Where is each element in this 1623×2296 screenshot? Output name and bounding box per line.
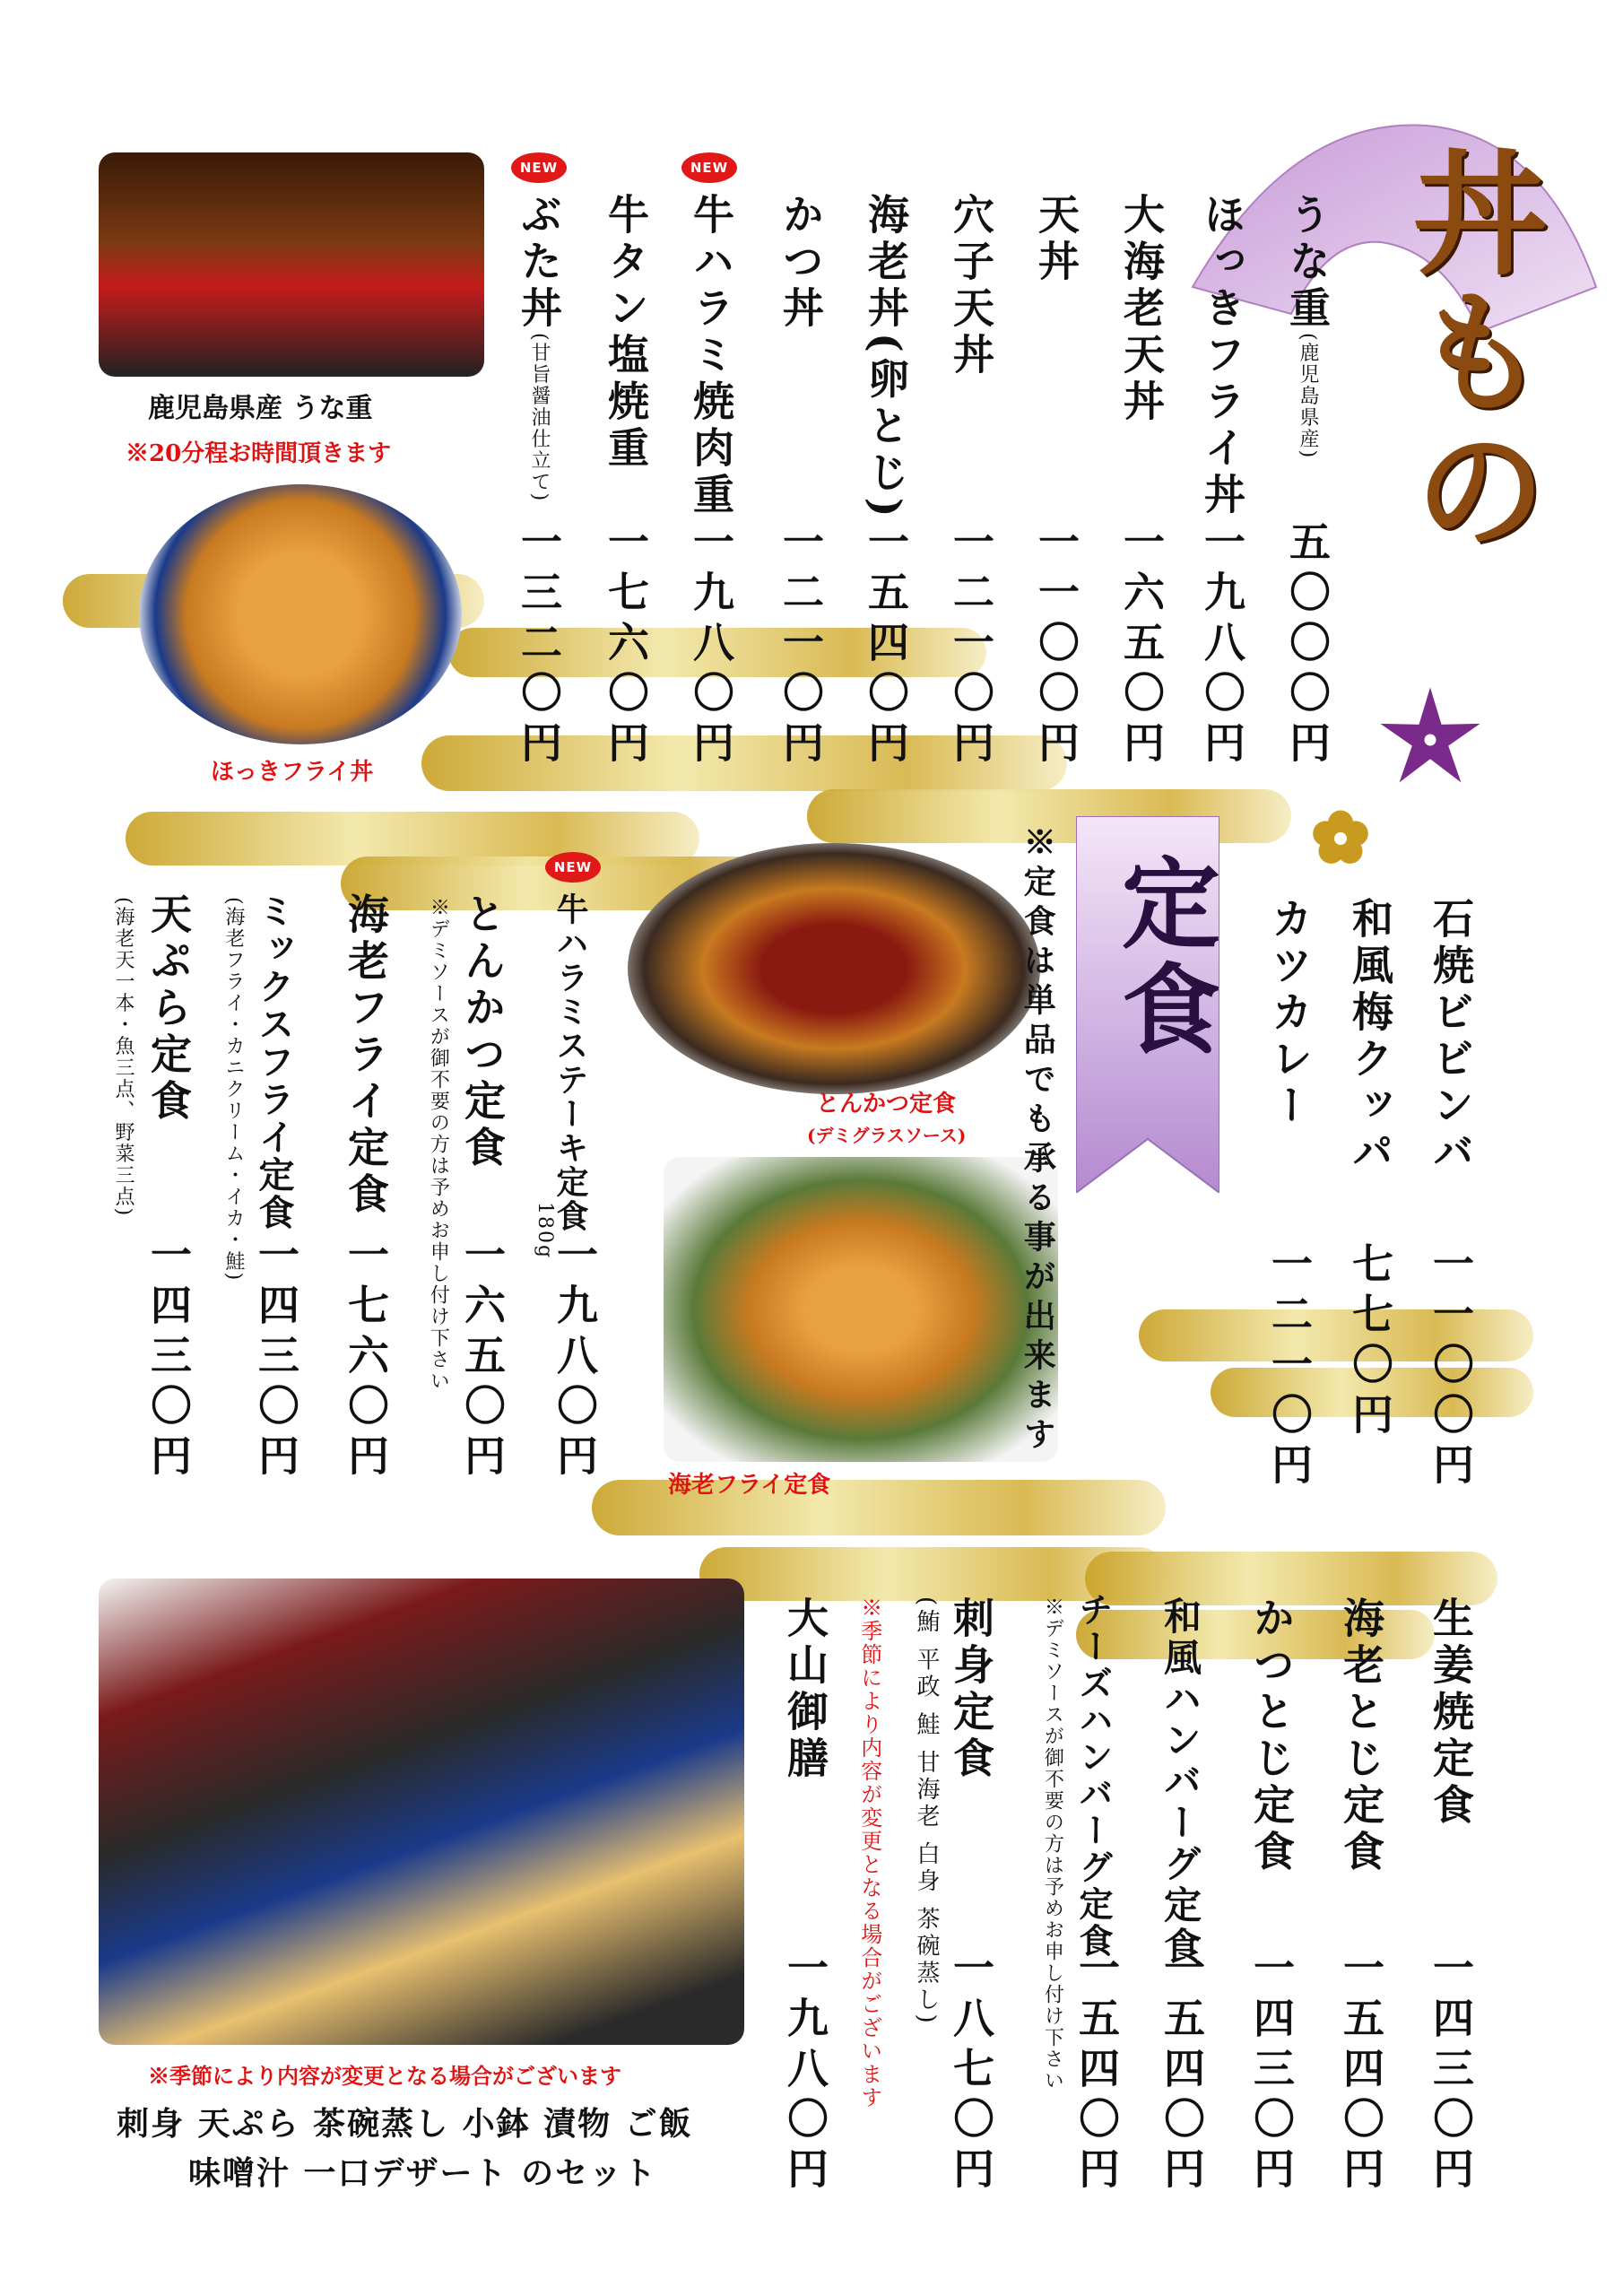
item-price: 一九八〇円 — [687, 520, 735, 771]
item-name: かつとじ定食 — [1247, 1596, 1296, 1876]
item-price: 一一〇〇円 — [1427, 1242, 1475, 1493]
item-name: 海老丼(卵とじ) — [862, 193, 910, 523]
item-name: ぶた丼 — [515, 193, 563, 333]
item-name: 石焼ビビンバ — [1427, 897, 1475, 1177]
unaju-caption-text: 鹿児島県産 うな重 — [148, 393, 373, 424]
item-price: 一四三〇円 — [1247, 1946, 1296, 2197]
item-price: 一四三〇円 — [1427, 1946, 1475, 2197]
unaju-note: ※20分程お時間頂きます — [126, 440, 392, 467]
item-sub: (海老フライ・カニクリーム・イカ・鮭) — [222, 897, 245, 1283]
donmono-title: 丼もの — [1390, 144, 1548, 558]
gozen-set-line2: 味噌汁 一口デザート のセット — [188, 2154, 658, 2192]
item-name: 牛ハラミ焼肉重 — [687, 193, 735, 519]
item-price: 一六五〇円 — [458, 1233, 507, 1484]
item-price: 一七六〇円 — [342, 1233, 390, 1484]
item-price: 一五四〇円 — [1072, 1946, 1121, 2197]
item-price: 一九八〇円 — [781, 1946, 829, 2197]
item-price: 一二一〇円 — [777, 520, 825, 771]
item-name: 刺身定食 — [947, 1596, 995, 1783]
item-price: 一九八〇円 — [1198, 520, 1246, 771]
item-name: かつ丼 — [777, 193, 825, 333]
item-note: ※デミソースが御不要の方は予めお申し付け下さい — [1041, 1596, 1064, 2092]
teishoku-note: ※定食は単品でも承る事が出来ます — [1019, 825, 1057, 1457]
item-price: 一四三〇円 — [144, 1233, 193, 1484]
item-sub: (鹿児島県産) — [1297, 333, 1319, 460]
item-name: 海老フライ定食 — [342, 892, 390, 1219]
item-sub: (鮪 平政 鮭 甘海老 白身 茶碗蒸し) — [913, 1596, 940, 2027]
gozen-season-note: ※季節により内容が変更となる場合がございます — [148, 2063, 621, 2089]
gozen-photo — [99, 1578, 744, 2045]
item-sub: (海老天一本・魚三点、野菜三点) — [112, 897, 135, 1218]
item-price: 一九八〇円 — [551, 1233, 599, 1484]
item-sub: (甘旨醤油仕立て) — [528, 333, 551, 503]
item-sub: 180g — [534, 1202, 556, 1260]
item-name: ミックスフライ定食 — [253, 892, 295, 1231]
menu-item — [515, 193, 563, 503]
ebi-fry-caption: 海老フライ定食 — [668, 1472, 831, 1499]
item-note: ※デミソースが御不要の方は予めお申し付け下さい — [427, 897, 450, 1392]
hokki-photo — [139, 484, 462, 744]
item-price: 一五四〇円 — [1337, 1946, 1385, 2197]
item-name: 大山御膳 — [781, 1596, 829, 1783]
unaju-caption — [148, 386, 372, 425]
item-price: 七七〇円 — [1346, 1242, 1394, 1443]
item-name: 大海老天丼 — [1117, 193, 1166, 426]
item-name: 和風ハンバーグ定食 — [1159, 1596, 1202, 1968]
item-price: 一三二〇円 — [515, 520, 563, 771]
item-name: とんかつ定食 — [458, 892, 507, 1172]
unaju-photo — [99, 152, 484, 377]
item-price: 一七六〇円 — [602, 520, 650, 771]
item-price: 一二一〇円 — [947, 520, 995, 771]
item-price: 一四三〇円 — [252, 1233, 300, 1484]
item-price: 一八七〇円 — [947, 1946, 995, 2197]
hokki-caption: ほっきフライ丼 — [211, 759, 374, 786]
teishoku-title: 定食 — [1106, 852, 1221, 1064]
item-price: 一六五〇円 — [1117, 520, 1166, 771]
item-name: 和風梅クッパ — [1346, 897, 1394, 1177]
item-name: ほっきフライ丼 — [1198, 193, 1246, 519]
item-name: 牛タン塩焼重 — [602, 193, 650, 473]
item-price: 一二一〇円 — [1265, 1242, 1314, 1493]
item-name: 海老とじ定食 — [1337, 1596, 1385, 1876]
item-price: 五〇〇〇円 — [1283, 520, 1332, 771]
flower-icon — [1372, 682, 1488, 798]
flower-icon — [1309, 807, 1372, 870]
item-name: うな重 — [1283, 193, 1332, 333]
tonkatsu-caption: とんかつ定食 — [816, 1091, 957, 1118]
menu-item — [1283, 193, 1332, 460]
item-note: ※季節により内容が変更となる場合がございます — [856, 1596, 882, 2109]
item-price: 一一〇〇円 — [1032, 520, 1081, 771]
ebi-fry-photo — [664, 1157, 1058, 1462]
item-name: 牛ハラミステーキ定食 — [551, 892, 589, 1233]
new-badge: NEW — [681, 152, 737, 183]
new-badge: NEW — [511, 152, 567, 183]
item-name: チーズハンバーグ定食 — [1073, 1592, 1114, 1960]
item-name: カツカレー — [1265, 897, 1314, 1130]
item-price: 一五四〇円 — [862, 520, 910, 771]
item-name: 天ぷら定食 — [144, 892, 193, 1126]
new-badge: NEW — [545, 852, 601, 883]
tonkatsu-photo — [628, 843, 1040, 1094]
item-name: 生姜焼定食 — [1427, 1596, 1475, 1830]
item-name: 天丼 — [1032, 193, 1081, 286]
tonkatsu-sub: (デミグラスソース) — [807, 1125, 967, 1146]
item-name: 穴子天丼 — [947, 193, 995, 379]
gozen-set-line1: 刺身 天ぷら 茶碗蒸し 小鉢 漬物 ご飯 — [117, 2105, 693, 2143]
item-price: 一五四〇円 — [1158, 1946, 1206, 2197]
